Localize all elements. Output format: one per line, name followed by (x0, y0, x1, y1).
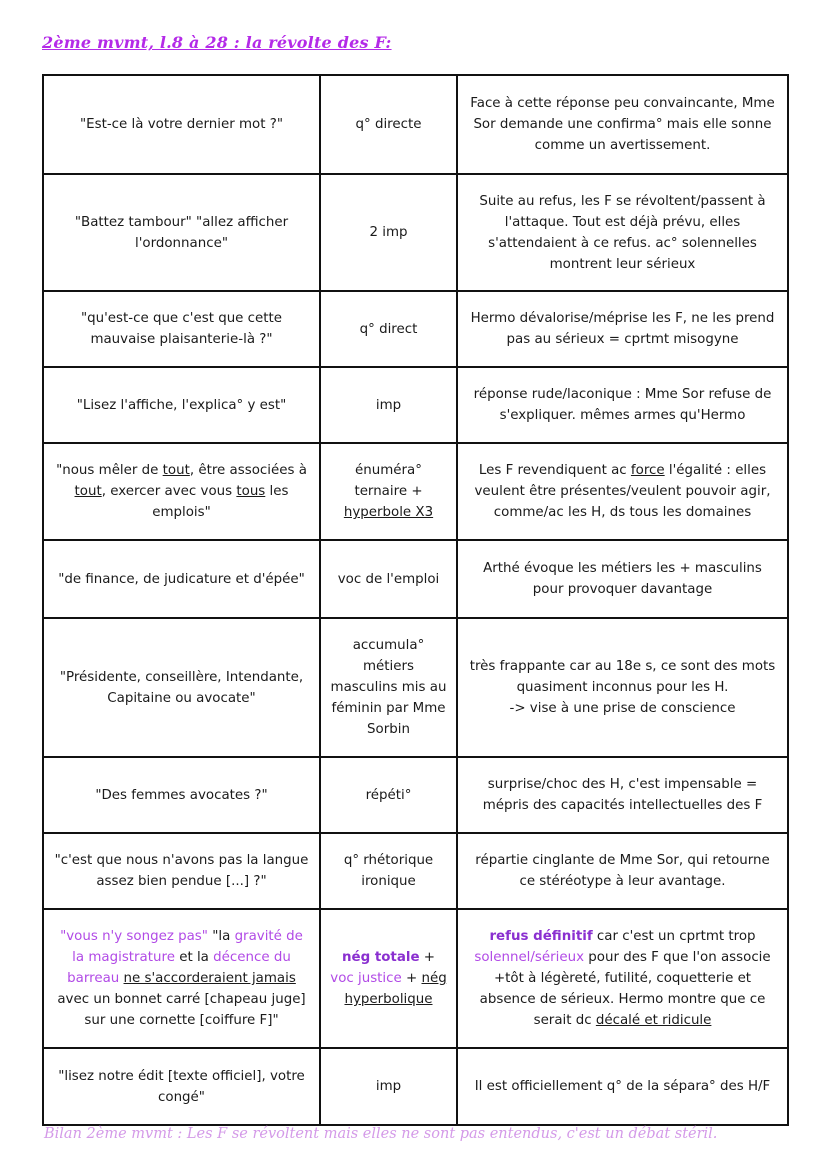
table-row (43, 291, 788, 367)
underlined-word: tous (236, 484, 266, 499)
device-cell: énuméra° ternaire + hyperbole X3 (320, 443, 457, 540)
device-cell: imp (320, 367, 457, 443)
device-cell: imp (320, 1048, 457, 1125)
analysis-cell: répartie cinglante de Mme Sor, qui retourne ce stéréotype à leur avantage. (457, 833, 788, 909)
analysis-cell: Les F revendiquent ac force l'égalité : elles veulent être présentes/veulent pouvoir agir, comme/ac les H, ds tous les domaines (457, 443, 788, 540)
quote-cell: "c'est que nous n'avons pas la langue assez bien pendue [...] ?" (43, 833, 320, 909)
analysis-cell: refus définitif car c'est un cprtmt trop solennel/sérieux pour des F que l'on associe +tôt à légèreté, futilité, coquetterie et absence de sérieux. Hermo montre que ce serait dc décalé et ridicule (457, 909, 788, 1048)
device-cell: q° rhétorique ironique (320, 833, 457, 909)
summary-footer: Bilan 2ème mvmt : Les F se révoltent mais elles ne sont pas entendus, c'est un débat stéril. (44, 1126, 718, 1142)
highlight-purple: solennel/sérieux (474, 950, 585, 965)
device-cell: répéti° (320, 757, 457, 833)
device-cell: accumula° métiers masculins mis au féminin par Mme Sorbin (320, 618, 457, 757)
highlight-purple: gravité de la magistrature (72, 929, 303, 965)
analysis-cell: Arthé évoque les métiers les + masculins pour provoquer davantage (457, 540, 788, 618)
table-row (43, 75, 788, 174)
analysis-cell: Hermo dévalorise/méprise les F, ne les prend pas au sérieux = cprtmt misogyne (457, 291, 788, 367)
underlined-word: décalé et ridicule (595, 1013, 712, 1028)
analysis-cell: surprise/choc des H, c'est impensable = mépris des capacités intellectuelles des F (457, 757, 788, 833)
quote-cell: "vous n'y songez pas" "la gravité de la magistrature et la décence du barreau ne s'accorderaient jamais avec un bonnet carré [chapeau juge] sur une cornette [coiffure F]" (43, 909, 320, 1048)
table-row (43, 540, 788, 618)
quote-cell: "Est-ce là votre dernier mot ?" (43, 75, 320, 174)
highlight-purple: voc justice (330, 971, 402, 986)
quote-cell: "Des femmes avocates ?" (43, 757, 320, 833)
table-row (43, 833, 788, 909)
table-row (43, 909, 788, 1048)
device-cell: q° directe (320, 75, 457, 174)
underlined-word: nég hyperbolique (344, 971, 447, 1007)
quote-cell: "nous mêler de tout, être associées à tout, exercer avec vous tous les emplois" (43, 443, 320, 540)
highlight-purple: "vous n'y songez pas" (60, 929, 208, 944)
analysis-cell: réponse rude/laconique : Mme Sor refuse de s'expliquer. mêmes armes qu'Hermo (457, 367, 788, 443)
device-cell: 2 imp (320, 174, 457, 291)
quote-cell: "Battez tambour" "allez afficher l'ordonnance" (43, 174, 320, 291)
table-row (43, 618, 788, 757)
quote-cell: "de finance, de judicature et d'épée" (43, 540, 320, 618)
device-cell: voc de l'emploi (320, 540, 457, 618)
underlined-word: ne s'accorderaient jamais (123, 971, 296, 986)
underlined-word: tout (162, 463, 190, 478)
table-row (43, 174, 788, 291)
table-row (43, 367, 788, 443)
analysis-table (42, 74, 789, 1126)
highlight-purple: décence du barreau (67, 950, 291, 986)
quote-cell: "Lisez l'affiche, l'explica° y est" (43, 367, 320, 443)
analysis-cell: très frappante car au 18e s, ce sont des mots quasiment inconnus pour les H. -> vise à une prise de conscience (457, 618, 788, 757)
underlined-word: hyperbole X3 (343, 505, 434, 520)
analysis-cell: Face à cette réponse peu convaincante, Mme Sor demande une confirma° mais elle sonne comme un avertissement. (457, 75, 788, 174)
page-title: 2ème mvmt, l.8 à 28 : la révolte des F: (42, 33, 392, 52)
bold-term: nég totale (341, 950, 420, 965)
quote-cell: "qu'est-ce que c'est que cette mauvaise plaisanterie-là ?" (43, 291, 320, 367)
device-cell: q° direct (320, 291, 457, 367)
bold-term: refus définitif (489, 929, 593, 944)
analysis-cell: Suite au refus, les F se révoltent/passent à l'attaque. Tout est déjà prévu, elles s'attendaient à ce refus. ac° solennelles montrent leur sérieux (457, 174, 788, 291)
analysis-cell: Il est officiellement q° de la sépara° des H/F (457, 1048, 788, 1125)
quote-cell: "lisez notre édit [texte officiel], votre congé" (43, 1048, 320, 1125)
underlined-word: tout (74, 484, 102, 499)
table-row (43, 757, 788, 833)
table-row (43, 1048, 788, 1125)
device-cell: nég totale + voc justice + nég hyperbolique (320, 909, 457, 1048)
quote-cell: "Présidente, conseillère, Intendante, Capitaine ou avocate" (43, 618, 320, 757)
table-row (43, 443, 788, 540)
underlined-word: force (630, 463, 665, 478)
